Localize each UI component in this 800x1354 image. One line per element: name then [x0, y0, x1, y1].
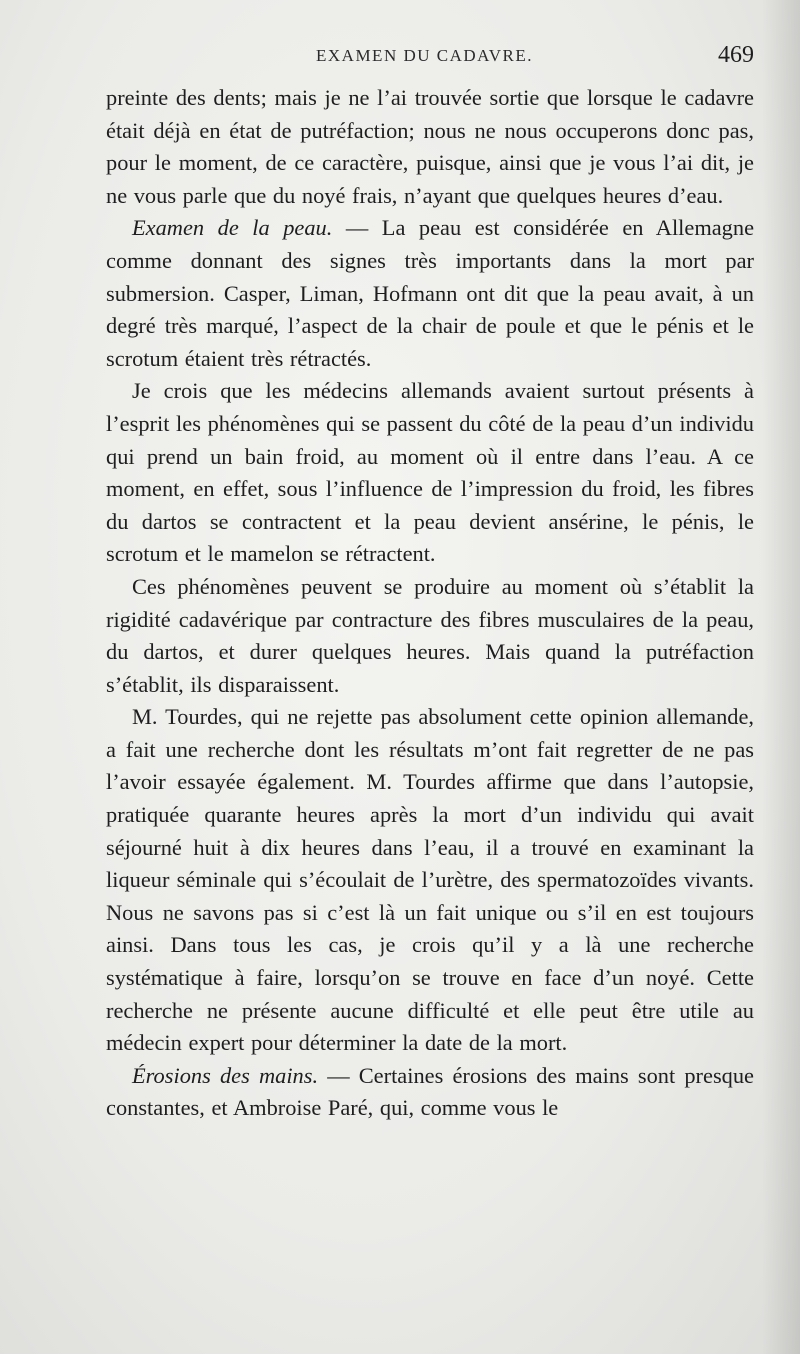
paragraph-tourdes: [106, 701, 754, 1060]
page-edge-shadow: [762, 0, 800, 1354]
paragraph-text: Ces phénomènes peuvent se produire au moment où s’établit la rigidité cadavérique par contracture des fibres musculaires de la peau, du dartos, et durer quelques heures. Mais quand la putréfaction s’établit, ils disparaissent.: [106, 573, 754, 697]
paragraph-text: — Certaines érosions des mains sont presque constantes, et Ambroise Paré, qui, comme vous le: [106, 1062, 754, 1121]
running-title: EXAMEN DU CADAVRE.: [316, 46, 533, 65]
paragraph-text: Je crois que les médecins allemands avaient surtout présents à l’esprit les phénomènes qui se passent du côté de la peau d’un individu qui prend un bain froid, au moment où il entre dans l’eau. A ce moment, en effet, sous l’influence de l’impression du froid, les fibres du dartos se contractent et la peau devient ansérine, le pénis, le scrotum et le mamelon se rétractent.: [106, 378, 754, 567]
section-lead-italic: Examen de la peau.: [132, 215, 333, 241]
paragraph-examen-peau: [106, 212, 754, 375]
section-lead-italic: Érosions des mains.: [132, 1062, 319, 1088]
running-head: [104, 44, 754, 74]
paragraph-text: preinte des dents; mais je ne l’ai trouvée sortie que lorsque le cadavre était déjà en état de putréfaction; nous ne nous occuperons donc pas, pour le moment, de ce caractère, puisque, ainsi que je vous l’ai dit, je ne vous parle que du noyé frais, n’ayant que quelques heures d’eau.: [106, 85, 754, 208]
paragraph-text: — La peau est considérée en Allemagne comme donnant des signes très importants dans la mort par submersion. Casper, Liman, Hofmann ont dit que la peau avait, à un degré très marqué, l’aspect de la chair de poule et que le pénis et le scrotum étaient très rétractés.: [106, 215, 755, 371]
paragraph-continuation: [106, 82, 754, 212]
paragraph-text: M. Tourdes, qui ne rejette pas absolument cette opinion allemande, a fait une recherche dont les résultats m’ont fait regretter de ne pas l’avoir essayée également. M. Tourdes affirme que dans l’autopsie, pratiquée quarante heures après la mort d’un individu qui avait séjourné huit à dix heures dans l’eau, il a trouvé en examinant la liqueur séminale qui s’écoulait de l’urètre, des spermatozoïdes vivants. Nous ne savons pas si c’est là un fait unique ou s’il en est toujours ainsi. Dans tous les cas, je crois qu’il y a là une recherche systématique à faire, lorsqu’on se trouve en face d’un noyé. Cette recherche ne présente aucune difficulté et elle peut être utile au médecin expert pour déterminer la date de la mort.: [106, 704, 754, 1056]
paragraph-phenomenes: [106, 571, 754, 701]
paragraph-medecins-allemands: [106, 375, 754, 571]
page-number: 469: [718, 42, 754, 68]
paragraph-erosions-mains: [106, 1060, 754, 1125]
body-text: [106, 82, 754, 1125]
